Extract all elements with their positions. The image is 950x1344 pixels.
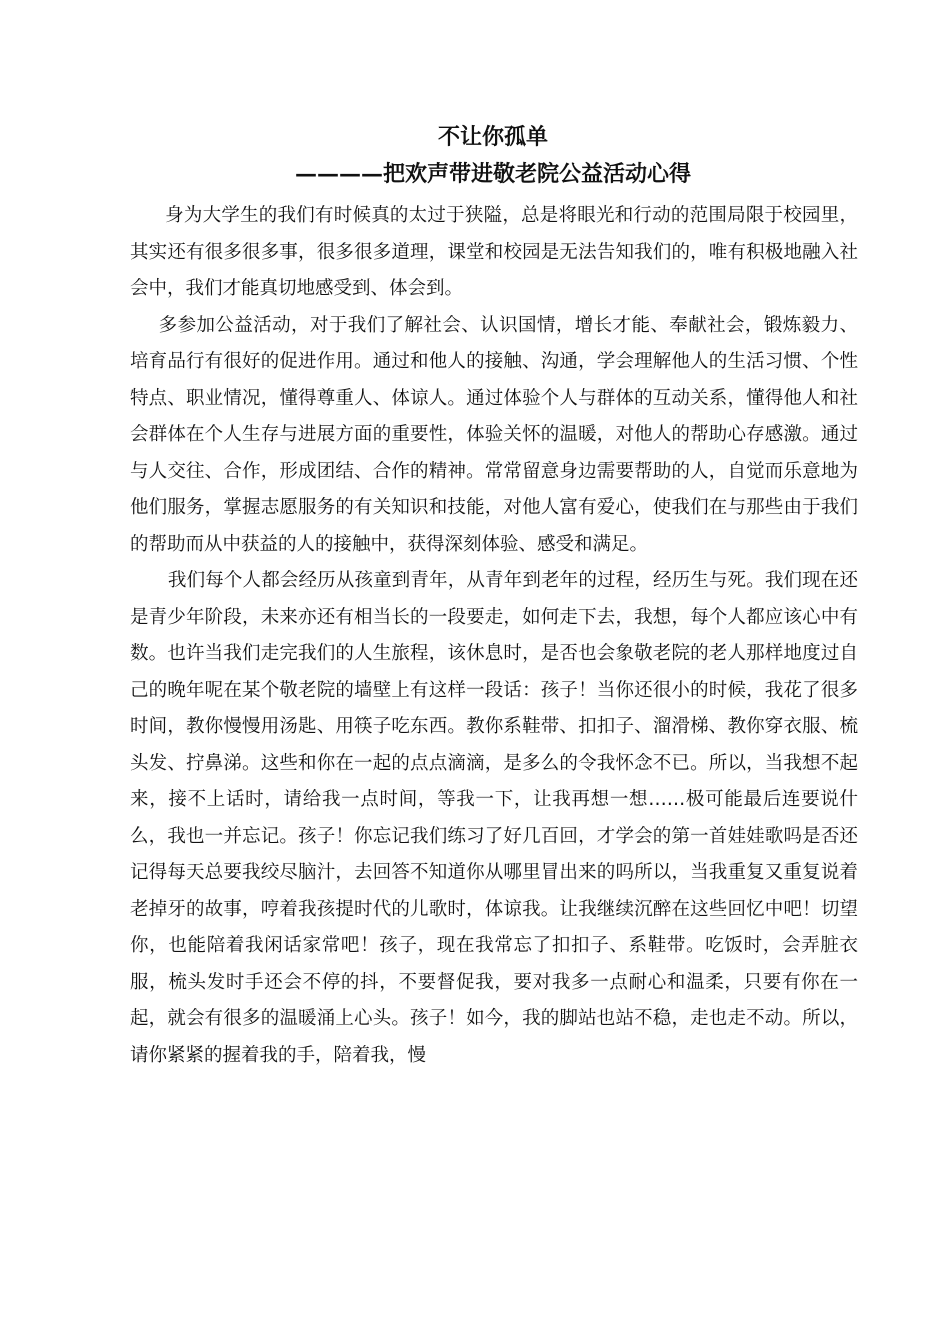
paragraph: 身为大学生的我们有时候真的太过于狭隘，总是将眼光和行动的范围局限于校园里，其实还有很多很多事，很多很多道理，课堂和校园是无法告知我们的，唯有积极地融入社会中，我们才能真切地感受到、体会到。: [130, 205, 858, 299]
document-subtitle: ————把欢声带进敬老院公益活动心得: [294, 161, 691, 187]
paragraph: 我们每个人都会经历从孩童到青年，从青年到老年的过程，经历生与死。我们现在还是青少年阶段，未来亦还有相当长的一段要走，如何走下去，我想，每个人都应该心中有数。也许当我们走完我们的人生旅程，该休息时，是否也会象敬老院的老人那样地度过自己的晚年呢在某个敬老院的墙壁上有这样一段话：孩子！当你还很小的时候，我花了很多时间，教你慢慢用汤匙、用筷子吃东西。教你系鞋带、扣扣子、溜滑梯、教你穿衣服、梳头发、拧鼻涕。这些和你在一起的点点滴滴，是多么的令我怀念不已。所以，当我想不起来，接不上话时，请给我一点时间，等我一下，让我再想一想……极可能最后连要说什么，我也一并忘记。孩子！你忘记我们练习了好几百回，才学会的第一首娃娃歌吗是否还记得每天总要我绞尽脑汁，去回答不知道你从哪里冒出来的吗所以，当我重复又重复说着老掉牙的故事，哼着我孩提时代的儿歌时，体谅我。让我继续沉醉在这些回忆中吧！切望你，也能陪着我闲话家常吧！孩子，现在我常忘了扣扣子、系鞋带。吃饭时，会弄脏衣服，梳头发时手还会不停的抖，不要督促我，要对我多一点耐心和温柔，只要有你在一起，就会有很多的温暖涌上心头。孩子！如今，我的脚站也站不稳，走也走不动。所以，请你紧紧的握着我的手，陪着我，慢: [130, 570, 858, 1066]
paragraph: 多参加公益活动，对于我们了解社会、认识国情，增长才能、奉献社会，锻炼毅力、培育品行有很好的促进作用。通过和他人的接触、沟通，学会理解他人的生活习惯、个性特点、职业情况，懂得尊重人、体谅人。通过体验个人与群体的互动关系，懂得他人和社会群体在个人生存与进展方面的重要性，体验关怀的温暖，对他人的帮助心存感激。通过与人交往、合作，形成团结、合作的精神。常常留意身边需要帮助的人，自觉而乐意地为他们服务，掌握志愿服务的有关知识和技能，对他人富有爱心，使我们在与那些由于我们的帮助而从中获益的人的接触中，获得深刻体验、感受和满足。: [130, 314, 858, 555]
document-title: 不让你孤单: [437, 124, 548, 150]
document-body: [130, 198, 858, 1074]
